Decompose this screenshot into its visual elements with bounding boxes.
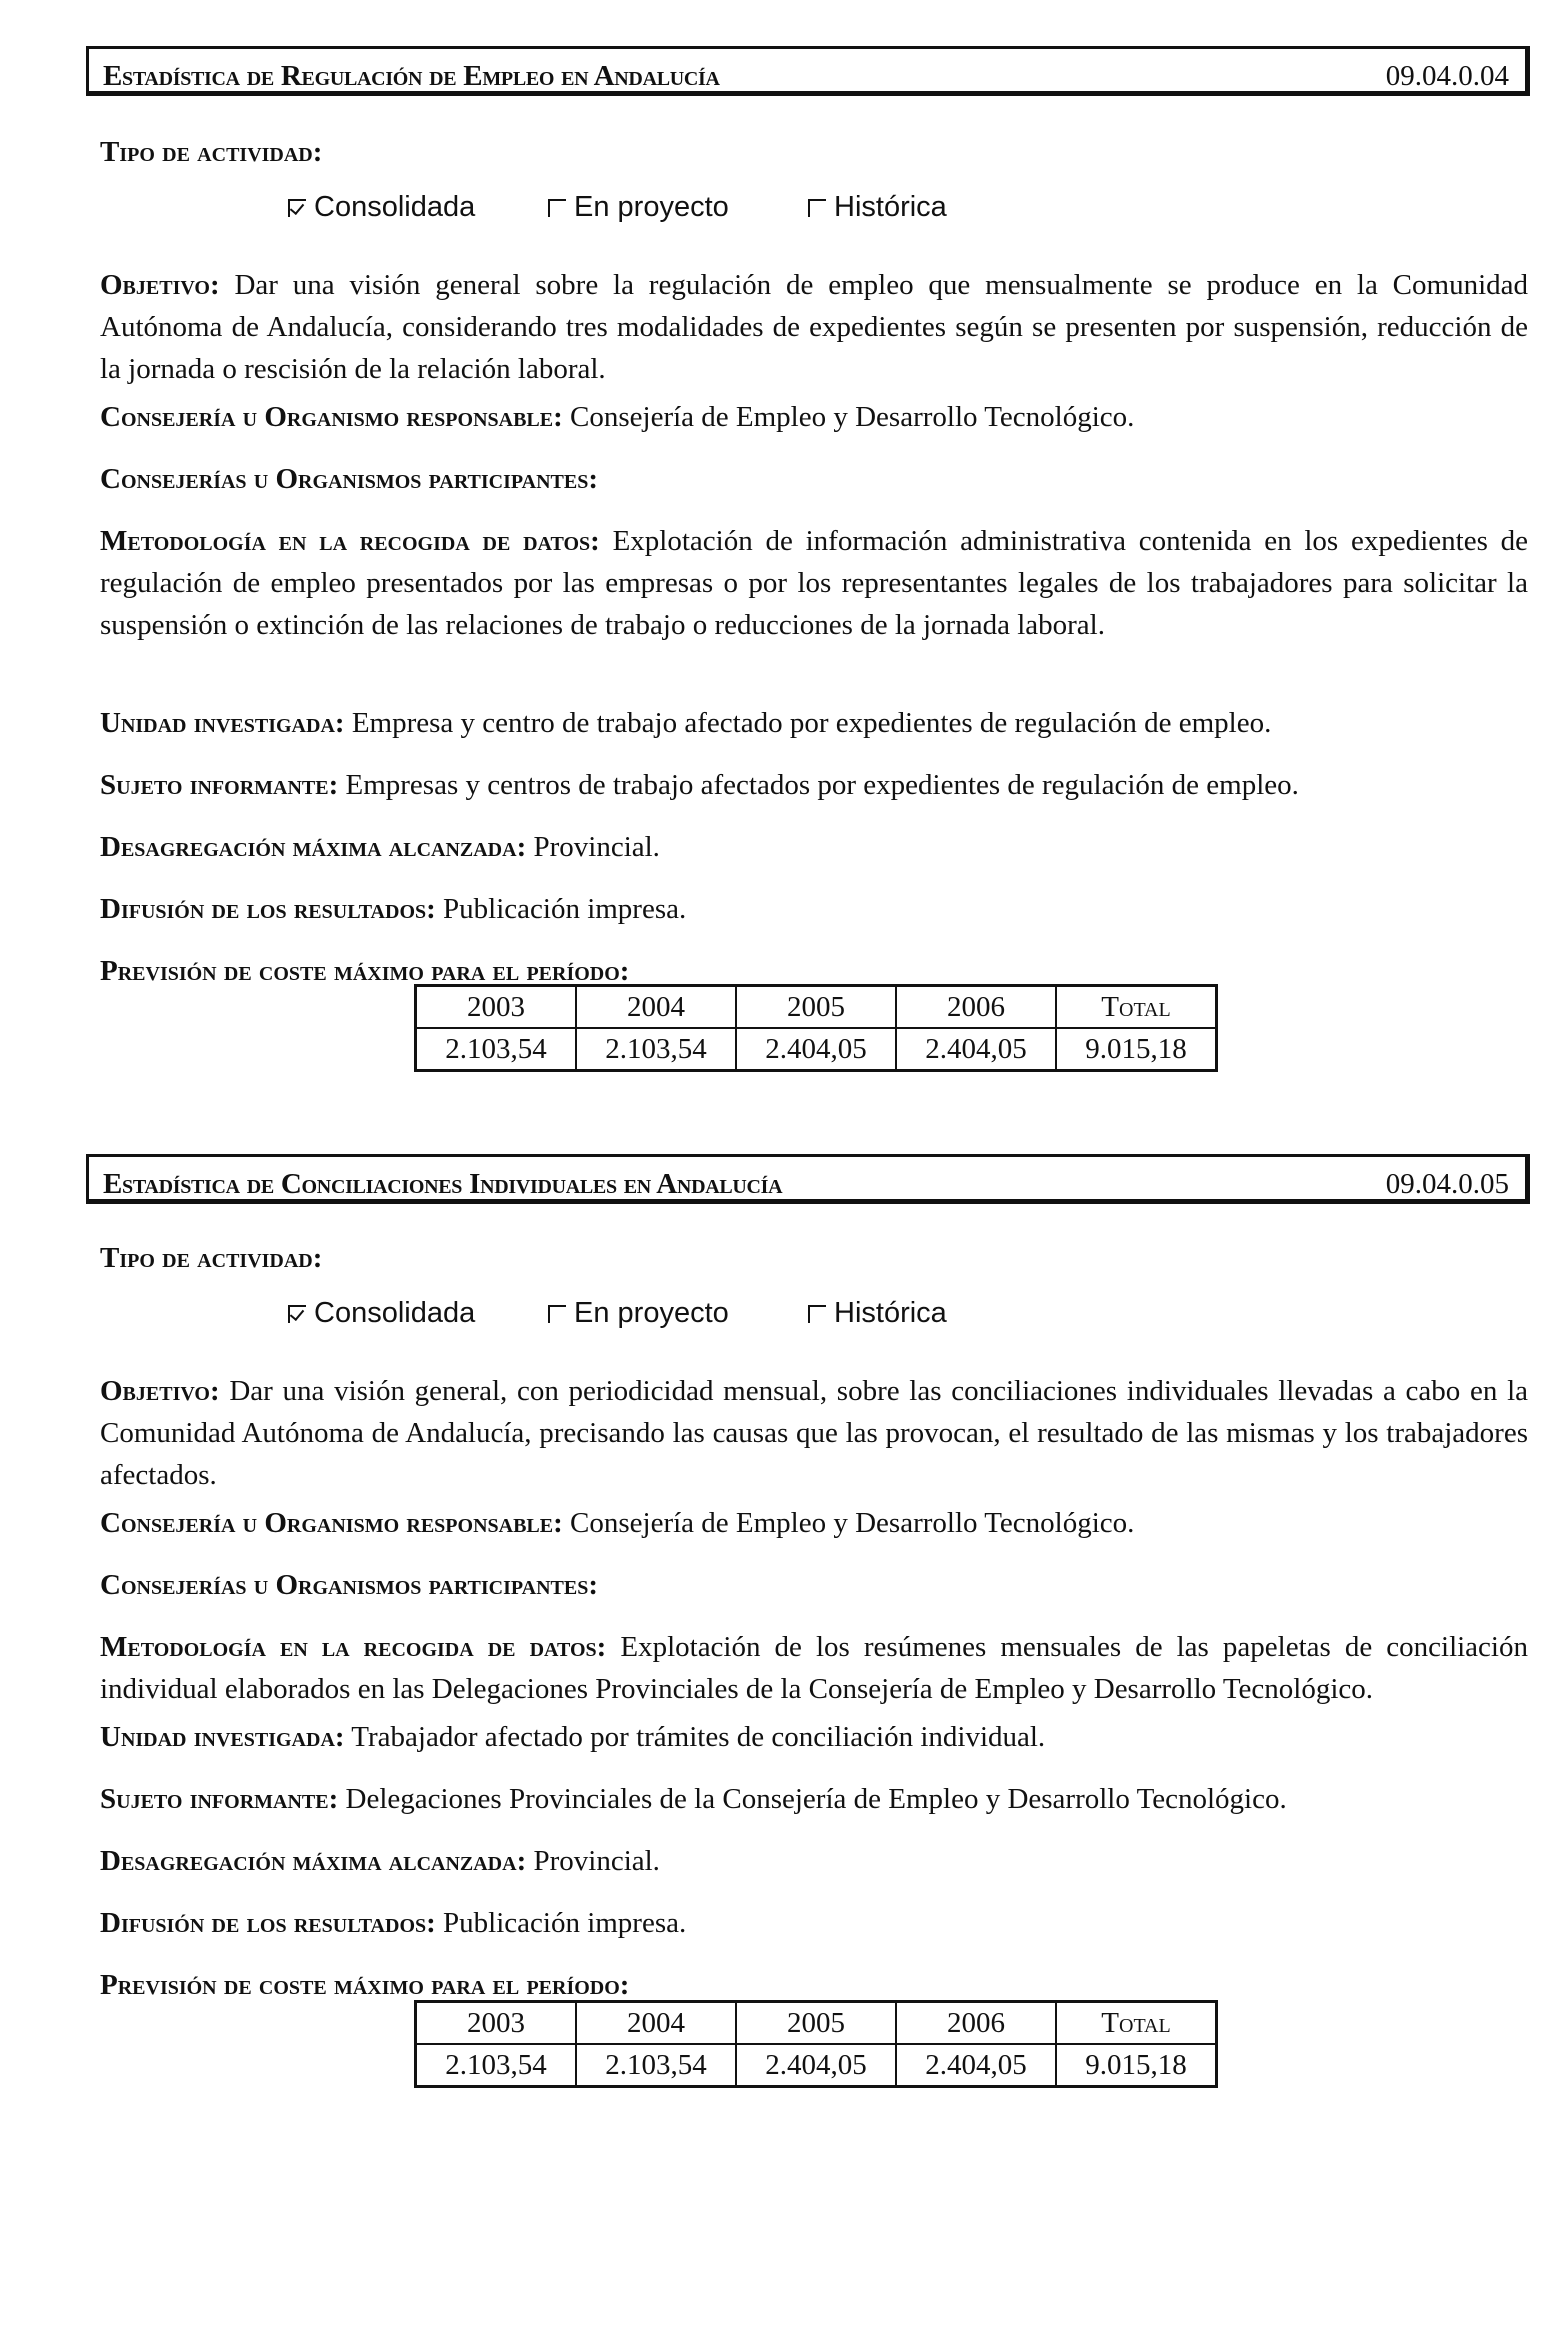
cost-value-row: [416, 1028, 1217, 1071]
checkbox-checked-icon: [288, 1305, 306, 1323]
objetivo-field: Objetivo: Dar una visión general, con periodicidad mensual, sobre las conciliaciones individuales llevadas a cabo en la Comunidad Autónoma de Andalucía, precisando las causas que las provocan, el resultado de las mismas y los trabajadores afectados.: [100, 1375, 1528, 1491]
responsable-field: Consejería u Organismo responsable: Consejería de Empleo y Desarrollo Tecnológico.: [100, 1507, 1135, 1539]
checkbox-empty-icon: [808, 199, 826, 217]
cost-value-row: [416, 2044, 1217, 2087]
statistic-record-2: [86, 1154, 1534, 2214]
difusion-field: Difusión de los resultados: Publicación impresa.: [100, 1907, 687, 1939]
activity-type-checkboxes: [288, 1297, 947, 1330]
sujeto-field: Sujeto informante: Empresas y centros de trabajo afectados por expedientes de regulación de empleo.: [100, 769, 1299, 801]
record-title-box: [86, 46, 1530, 96]
check-historica[interactable]: Histórica: [808, 191, 947, 224]
tipo-actividad-label: Tipo de actividad:: [100, 136, 323, 168]
cost-header-cell: 2006: [896, 986, 1056, 1029]
responsable-field: Consejería u Organismo responsable: Consejería de Empleo y Desarrollo Tecnológico.: [100, 401, 1135, 433]
cost-table: [414, 984, 1218, 1072]
record-title: Estadística de Conciliaciones Individuales en Andalucía: [103, 1168, 783, 1200]
tipo-actividad-label: Tipo de actividad:: [100, 1242, 323, 1274]
cost-value-cell: 2.103,54: [416, 1028, 577, 1071]
cost-value-cell: 2.103,54: [416, 2044, 577, 2087]
participantes-field: Consejerías u Organismos participantes:: [100, 1569, 598, 1601]
unidad-field: Unidad investigada: Trabajador afectado por trámites de conciliación individual.: [100, 1721, 1046, 1753]
check-consolidada[interactable]: Consolidada: [288, 191, 548, 224]
cost-value-cell: 9.015,18: [1056, 2044, 1217, 2087]
cost-header-cell: 2004: [576, 986, 736, 1029]
cost-table: [414, 2000, 1218, 2088]
difusion-field: Difusión de los resultados: Publicación impresa.: [100, 893, 687, 925]
cost-value-cell: 2.404,05: [896, 2044, 1056, 2087]
cost-value-cell: 2.404,05: [736, 2044, 896, 2087]
unidad-field: Unidad investigada: Empresa y centro de trabajo afectado por expedientes de regulación de empleo.: [100, 707, 1272, 739]
desagregacion-field: Desagregación máxima alcanzada: Provincial.: [100, 1845, 660, 1877]
cost-value-cell: 2.404,05: [736, 1028, 896, 1071]
check-historica[interactable]: Histórica: [808, 1297, 947, 1330]
desagregacion-field: Desagregación máxima alcanzada: Provincial.: [100, 831, 660, 863]
record-code: 09.04.0.04: [1385, 60, 1509, 92]
checkbox-empty-icon: [548, 199, 566, 217]
cost-header-cell: 2006: [896, 2002, 1056, 2045]
cost-header-cell: 2003: [416, 986, 577, 1029]
statistic-record-1: [86, 46, 1534, 1086]
participantes-field: Consejerías u Organismos participantes:: [100, 463, 598, 495]
record-title: Estadística de Regulación de Empleo en Andalucía: [103, 60, 720, 92]
checkbox-empty-icon: [548, 1305, 566, 1323]
activity-type-checkboxes: [288, 191, 947, 224]
check-en-proyecto[interactable]: En proyecto: [548, 191, 808, 224]
cost-value-cell: 2.103,54: [576, 1028, 736, 1071]
sujeto-field: Sujeto informante: Delegaciones Provinciales de la Consejería de Empleo y Desarrollo Tecnológico.: [100, 1783, 1287, 1815]
prevision-field: Previsión de coste máximo para el período:: [100, 955, 630, 987]
metodologia-field: Metodología en la recogida de datos: Explotación de información administrativa contenida en los expedientes de regulación de empleo presentados por las empresas o por los representantes legales de los trabajadores para solicitar la suspensión o extinción de las relaciones de trabajo o reducciones de la jornada laboral.: [100, 525, 1528, 641]
cost-header-cell: 2004: [576, 2002, 736, 2045]
record-code: 09.04.0.05: [1385, 1168, 1509, 1200]
cost-header-cell: 2003: [416, 2002, 577, 2045]
check-consolidada[interactable]: Consolidada: [288, 1297, 548, 1330]
cost-value-cell: 9.015,18: [1056, 1028, 1217, 1071]
cost-value-cell: 2.404,05: [896, 1028, 1056, 1071]
cost-header-row: [416, 986, 1217, 1029]
cost-header-cell: Total: [1056, 986, 1217, 1029]
cost-header-row: [416, 2002, 1217, 2045]
prevision-field: Previsión de coste máximo para el período:: [100, 1969, 630, 2001]
cost-value-cell: 2.103,54: [576, 2044, 736, 2087]
check-en-proyecto[interactable]: En proyecto: [548, 1297, 808, 1330]
objetivo-field: Objetivo: Dar una visión general sobre la regulación de empleo que mensualmente se produce en la Comunidad Autónoma de Andalucía, considerando tres modalidades de expedientes según se presenten por suspensión, reducción de la jornada o rescisión de la relación laboral.: [100, 269, 1528, 385]
checkbox-checked-icon: [288, 199, 306, 217]
cost-header-cell: 2005: [736, 986, 896, 1029]
metodologia-field: Metodología en la recogida de datos: Explotación de los resúmenes mensuales de las papeletas de conciliación individual elaborados en las Delegaciones Provinciales de la Consejería de Empleo y Desarrollo Tecnológico.: [100, 1631, 1528, 1705]
cost-header-cell: 2005: [736, 2002, 896, 2045]
checkbox-empty-icon: [808, 1305, 826, 1323]
record-title-box: [86, 1154, 1530, 1204]
cost-header-cell: Total: [1056, 2002, 1217, 2045]
